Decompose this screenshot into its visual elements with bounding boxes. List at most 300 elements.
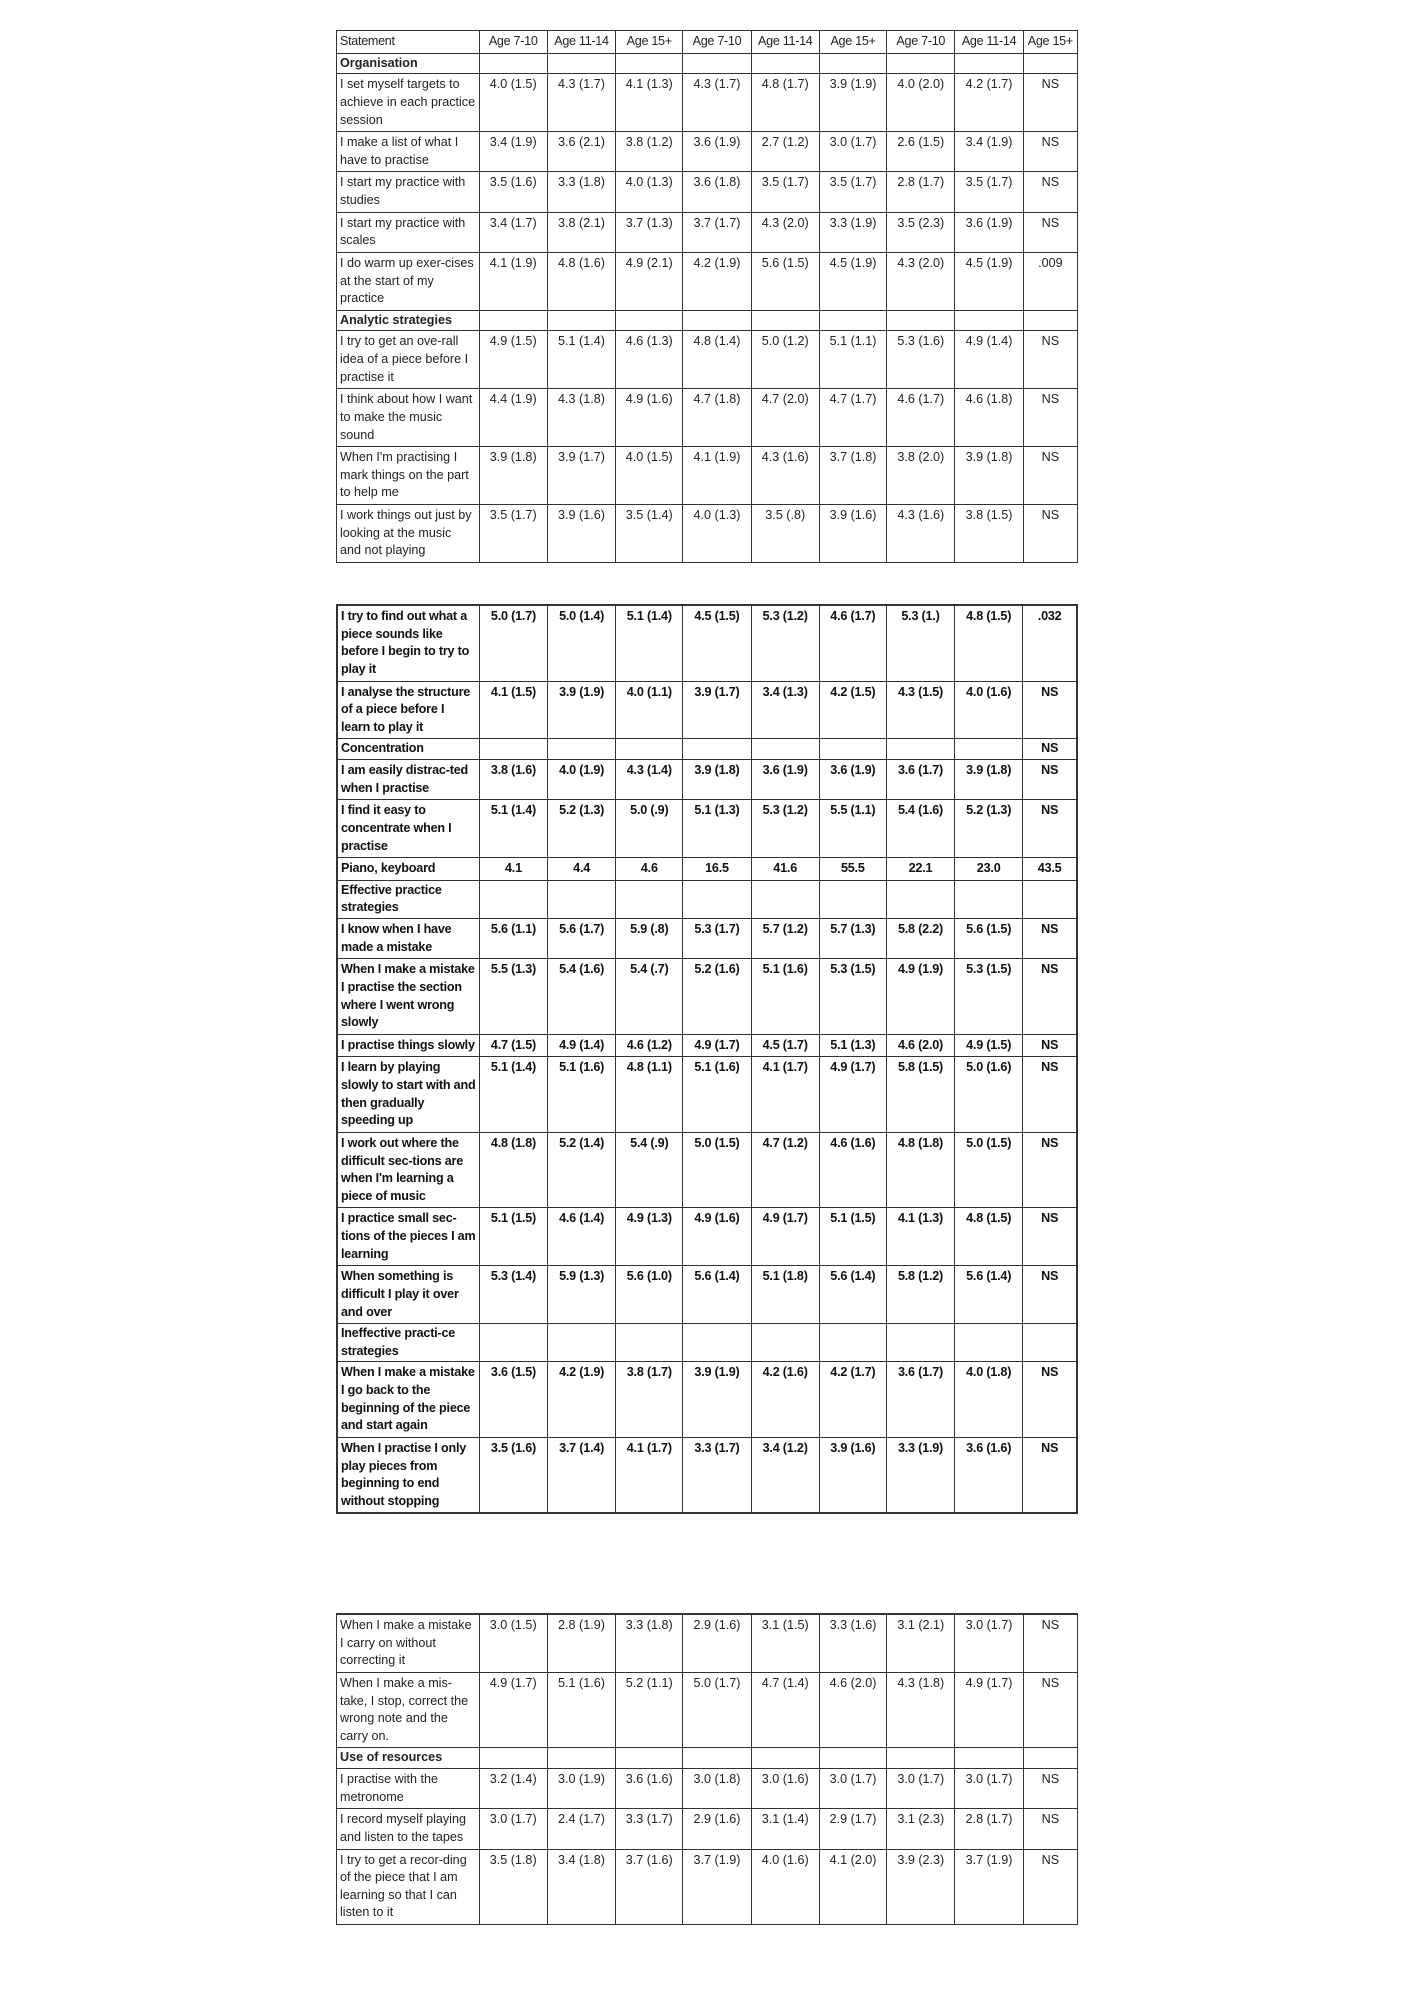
section-title: Concentration [337,739,479,760]
mean-sd-cell: 3.8 (1.5) [955,505,1023,563]
empty-cell [548,880,616,918]
significance-cell: NS [1023,172,1077,212]
mean-sd-cell: 5.0 (1.4) [548,605,616,681]
mean-sd-cell: 3.1 (1.4) [751,1809,819,1849]
mean-sd-cell: 5.8 (2.2) [886,919,954,959]
section-title: Analytic strategies [337,310,480,331]
age-group-header: Age 7-10 [683,31,751,54]
mean-sd-cell: 4.3 (1.6) [887,505,955,563]
empty-cell [479,1748,547,1769]
empty-cell [819,739,886,760]
mean-sd-cell: 3.4 (1.9) [955,132,1023,172]
mean-sd-cell: 5.9 (1.3) [548,1266,616,1324]
mean-sd-cell: 3.6 (1.7) [886,760,954,800]
mean-sd-cell: 3.5 (.8) [751,505,819,563]
mean-sd-cell: 4.8 (1.1) [616,1057,683,1133]
mean-sd-cell: 4.9 (1.7) [819,1057,886,1133]
significance-cell: NS [1023,1266,1077,1324]
statement-cell: I start my practice with scales [337,212,480,252]
mean-sd-cell: 4.0 (1.9) [548,760,616,800]
empty-cell [886,739,954,760]
empty-cell [819,1324,886,1362]
mean-sd-cell: 4.0 (1.3) [683,505,751,563]
mean-sd-cell: 4.5 (1.9) [955,252,1023,310]
mean-sd-cell: 5.5 (1.1) [819,800,886,858]
mean-sd-cell: 3.6 (1.6) [955,1437,1023,1513]
statement-cell: I analyse the structure of a piece before I learn to play it [337,681,479,739]
mean-sd-cell: 2.8 (1.7) [887,172,955,212]
mean-sd-cell: 2.9 (1.6) [683,1614,751,1672]
mean-sd-cell: 5.1 (1.4) [479,1057,547,1133]
mean-sd-cell: 3.7 (1.4) [548,1437,616,1513]
mean-sd-cell: 4.0 (1.5) [479,74,547,132]
empty-cell [887,53,955,74]
mean-sd-cell: 5.2 (1.3) [548,800,616,858]
table-row [337,1809,1078,1849]
significance-cell: NS [1023,1437,1077,1513]
mean-sd-cell: 4.9 (2.1) [616,252,683,310]
mean-sd-cell: 3.7 (1.8) [819,447,886,505]
mean-sd-cell: 3.9 (1.9) [819,74,886,132]
mean-sd-cell: 4.2 (1.5) [819,681,886,739]
statement-cell: I try to get an ove-rall idea of a piece before I practise it [337,331,480,389]
mean-sd-cell: 5.2 (1.4) [548,1132,616,1208]
mean-sd-cell: 3.5 (1.4) [616,505,683,563]
section-title: Ineffective practi-ce strategies [337,1324,479,1362]
table-row [337,1266,1077,1324]
empty-cell [479,310,547,331]
mean-sd-cell: 3.4 (1.9) [479,132,547,172]
mean-sd-cell: 5.1 (1.5) [479,1208,547,1266]
mean-sd-cell: 3.0 (1.7) [955,1614,1023,1672]
mean-sd-cell: 3.3 (1.7) [616,1809,683,1849]
mean-sd-cell: 4.9 (1.5) [955,1034,1023,1057]
empty-cell [955,1324,1023,1362]
mean-sd-cell: 5.3 (1.4) [479,1266,547,1324]
mean-sd-cell: 5.1 (1.6) [547,1672,615,1748]
mean-sd-cell: 3.7 (1.9) [683,1849,751,1925]
mean-sd-cell: 3.5 (1.6) [479,172,547,212]
practice-table-part-1 [336,30,1078,563]
empty-cell [886,1324,954,1362]
statement-cell: I do warm up exer-cises at the start of my practice [337,252,480,310]
mean-sd-cell: 5.4 (.7) [616,959,683,1035]
mean-sd-cell: 4.8 (1.5) [955,605,1023,681]
mean-sd-cell: 5.0 (1.6) [955,1057,1023,1133]
mean-sd-cell: 4.7 (1.2) [751,1132,819,1208]
significance-cell: NS [1023,739,1077,760]
empty-cell [1023,880,1077,918]
empty-cell [955,53,1023,74]
table-row [337,1034,1077,1057]
mean-sd-cell: 4.1 (2.0) [819,1849,886,1925]
mean-sd-cell: 4.6 [616,858,683,881]
mean-sd-cell: 5.6 (1.4) [683,1266,751,1324]
age-group-header: Age 15+ [1023,31,1077,54]
mean-sd-cell: 3.6 (1.6) [616,1769,683,1809]
mean-sd-cell: 16.5 [683,858,751,881]
mean-sd-cell: 5.1 (1.3) [819,1034,886,1057]
statement-cell: I make a list of what I have to practise [337,132,480,172]
mean-sd-cell: 4.2 (1.7) [819,1362,886,1438]
significance-cell: NS [1023,212,1077,252]
statement-cell: I practise with the metronome [337,1769,480,1809]
mean-sd-cell: 4.8 (1.8) [479,1132,547,1208]
empty-cell [819,310,886,331]
table-row [337,212,1078,252]
mean-sd-cell: 4.7 (2.0) [751,389,819,447]
mean-sd-cell: 5.2 (1.1) [616,1672,683,1748]
mean-sd-cell: 5.3 (1.5) [819,959,886,1035]
mean-sd-cell: 5.1 (1.6) [683,1057,751,1133]
mean-sd-cell: 3.1 (2.3) [887,1809,955,1849]
empty-cell [547,53,615,74]
empty-cell [616,53,683,74]
significance-cell: NS [1023,132,1077,172]
mean-sd-cell: 4.9 (1.6) [616,389,683,447]
mean-sd-cell: 3.0 (1.7) [819,132,886,172]
empty-cell [1023,53,1077,74]
mean-sd-cell: 3.5 (1.6) [479,1437,547,1513]
empty-cell [548,739,616,760]
mean-sd-cell: 4.3 (1.8) [887,1672,955,1748]
mean-sd-cell: 3.9 (1.9) [548,681,616,739]
empty-cell [1023,310,1077,331]
significance-cell: 43.5 [1023,858,1077,881]
mean-sd-cell: 4.8 (1.4) [683,331,751,389]
empty-cell [751,880,819,918]
empty-cell [955,1748,1023,1769]
mean-sd-cell: 4.1 (1.5) [479,681,547,739]
statement-cell: I start my practice with studies [337,172,480,212]
practice-table-part-2 [336,604,1078,1514]
mean-sd-cell: 3.6 (2.1) [547,132,615,172]
mean-sd-cell: 3.0 (1.5) [479,1614,547,1672]
mean-sd-cell: 5.2 (1.6) [683,959,751,1035]
empty-cell [547,310,615,331]
mean-sd-cell: 4.1 (1.3) [886,1208,954,1266]
mean-sd-cell: 3.3 (1.9) [819,212,886,252]
mean-sd-cell: 4.9 (1.5) [479,331,547,389]
mean-sd-cell: 5.1 (1.8) [751,1266,819,1324]
empty-cell [616,1324,683,1362]
mean-sd-cell: 4.2 (1.7) [955,74,1023,132]
mean-sd-cell: 4.7 (1.4) [751,1672,819,1748]
mean-sd-cell: 3.9 (1.8) [955,447,1023,505]
significance-cell: NS [1023,1362,1077,1438]
mean-sd-cell: 5.5 (1.3) [479,959,547,1035]
mean-sd-cell: 4.4 [548,858,616,881]
table-row [337,172,1078,212]
mean-sd-cell: 22.1 [886,858,954,881]
empty-cell [683,310,751,331]
significance-cell: NS [1023,389,1077,447]
mean-sd-cell: 3.7 (1.9) [955,1849,1023,1925]
statement-cell: I know when I have made a mistake [337,919,479,959]
mean-sd-cell: 4.1 (1.7) [751,1057,819,1133]
mean-sd-cell: 3.3 (1.9) [886,1437,954,1513]
empty-cell [616,310,683,331]
mean-sd-cell: 4.3 (2.0) [887,252,955,310]
mean-sd-cell: 4.0 (1.8) [955,1362,1023,1438]
mean-sd-cell: 5.1 (1.4) [547,331,615,389]
statement-cell: When I'm practising I mark things on the part to help me [337,447,480,505]
mean-sd-cell: 5.0 (1.7) [479,605,547,681]
empty-cell [955,739,1023,760]
statement-cell: When I make a mistake I practise the section where I went wrong slowly [337,959,479,1035]
mean-sd-cell: 3.6 (1.7) [886,1362,954,1438]
table-row [337,252,1078,310]
mean-sd-cell: 3.3 (1.8) [547,172,615,212]
mean-sd-cell: 3.8 (1.7) [616,1362,683,1438]
mean-sd-cell: 3.5 (1.7) [955,172,1023,212]
significance-cell: .009 [1023,252,1077,310]
statement-cell: I am easily distrac-ted when I practise [337,760,479,800]
age-group-header: Age 7-10 [887,31,955,54]
mean-sd-cell: 4.0 (1.5) [616,447,683,505]
mean-sd-cell: 5.8 (1.2) [886,1266,954,1324]
mean-sd-cell: 4.6 (1.6) [819,1132,886,1208]
mean-sd-cell: 4.9 (1.7) [683,1034,751,1057]
empty-cell [616,880,683,918]
mean-sd-cell: 4.7 (1.7) [819,389,886,447]
mean-sd-cell: 5.7 (1.3) [819,919,886,959]
mean-sd-cell: 5.0 (.9) [616,800,683,858]
mean-sd-cell: 3.3 (1.8) [616,1614,683,1672]
mean-sd-cell: 3.0 (1.7) [819,1769,886,1809]
mean-sd-cell: 5.4 (.9) [616,1132,683,1208]
statement-cell: I work out where the difficult sec-tions are when I'm learning a piece of music [337,1132,479,1208]
mean-sd-cell: 3.9 (1.8) [955,760,1023,800]
mean-sd-cell: 3.0 (1.7) [887,1769,955,1809]
mean-sd-cell: 5.1 (1.6) [751,959,819,1035]
header-row [337,31,1078,54]
mean-sd-cell: 5.1 (1.3) [683,800,751,858]
mean-sd-cell: 3.3 (1.6) [819,1614,886,1672]
mean-sd-cell: 4.0 (2.0) [887,74,955,132]
empty-cell [819,880,886,918]
empty-cell [479,739,547,760]
mean-sd-cell: 3.9 (1.7) [547,447,615,505]
mean-sd-cell: 4.0 (1.6) [955,681,1023,739]
mean-sd-cell: 5.0 (1.7) [683,1672,751,1748]
significance-cell: NS [1023,1769,1077,1809]
mean-sd-cell: 4.9 (1.9) [886,959,954,1035]
mean-sd-cell: 3.6 (1.8) [683,172,751,212]
significance-cell: NS [1023,1809,1077,1849]
significance-cell: NS [1023,505,1077,563]
section-title: Organisation [337,53,480,74]
mean-sd-cell: 2.9 (1.6) [683,1809,751,1849]
mean-sd-cell: 4.6 (1.7) [887,389,955,447]
mean-sd-cell: 5.2 (1.3) [955,800,1023,858]
mean-sd-cell: 3.0 (1.9) [547,1769,615,1809]
statement-cell: I think about how I want to make the music sound [337,389,480,447]
statement-cell: I try to get a recor-ding of the piece that I am learning so that I can listen to it [337,1849,480,1925]
mean-sd-cell: 3.0 (1.7) [955,1769,1023,1809]
mean-sd-cell: 4.1 [479,858,547,881]
empty-cell [683,1324,751,1362]
mean-sd-cell: 4.3 (1.7) [547,74,615,132]
mean-sd-cell: 4.8 (1.5) [955,1208,1023,1266]
statement-cell: When I make a mistake I carry on without correcting it [337,1614,480,1672]
empty-cell [887,310,955,331]
mean-sd-cell: 3.4 (1.3) [751,681,819,739]
mean-sd-cell: 2.8 (1.9) [547,1614,615,1672]
section-row [337,1324,1077,1362]
mean-sd-cell: 5.0 (1.2) [751,331,819,389]
mean-sd-cell: 4.5 (1.7) [751,1034,819,1057]
table-row [337,1132,1077,1208]
mean-sd-cell: 5.0 (1.5) [683,1132,751,1208]
mean-sd-cell: 3.0 (1.8) [683,1769,751,1809]
empty-cell [819,1748,886,1769]
statement-cell: When something is difficult I play it over and over [337,1266,479,1324]
significance-cell: NS [1023,1849,1077,1925]
statement-cell: I work things out just by looking at the music and not playing [337,505,480,563]
mean-sd-cell: 3.5 (1.7) [751,172,819,212]
mean-sd-cell: 4.7 (1.8) [683,389,751,447]
mean-sd-cell: 4.8 (1.6) [547,252,615,310]
significance-cell: NS [1023,1132,1077,1208]
mean-sd-cell: 3.2 (1.4) [479,1769,547,1809]
statement-header: Statement [337,31,480,54]
empty-cell [479,53,547,74]
table-row [337,74,1078,132]
mean-sd-cell: 4.9 (1.4) [548,1034,616,1057]
mean-sd-cell: 5.3 (1.6) [887,331,955,389]
empty-cell [819,53,886,74]
statement-cell: I set myself targets to achieve in each practice session [337,74,480,132]
significance-cell: NS [1023,74,1077,132]
mean-sd-cell: 5.1 (1.5) [819,1208,886,1266]
significance-cell: NS [1023,1672,1077,1748]
mean-sd-cell: 3.9 (1.7) [683,681,751,739]
section-row [337,53,1078,74]
empty-cell [616,739,683,760]
table-row [337,1672,1078,1748]
empty-cell [751,739,819,760]
mean-sd-cell: 3.4 (1.2) [751,1437,819,1513]
age-group-header: Age 11-14 [751,31,819,54]
mean-sd-cell: 3.9 (1.6) [819,1437,886,1513]
mean-sd-cell: 4.3 (1.4) [616,760,683,800]
table-row [337,919,1077,959]
table-row [337,605,1077,681]
table-row [337,959,1077,1035]
empty-cell [683,739,751,760]
table-row [337,858,1077,881]
mean-sd-cell: 4.9 (1.7) [955,1672,1023,1748]
mean-sd-cell: 5.4 (1.6) [548,959,616,1035]
empty-cell [479,1324,547,1362]
mean-sd-cell: 2.4 (1.7) [547,1809,615,1849]
table-row [337,1769,1078,1809]
mean-sd-cell: 4.0 (1.1) [616,681,683,739]
mean-sd-cell: 5.1 (1.1) [819,331,886,389]
empty-cell [547,1748,615,1769]
significance-cell: NS [1023,1208,1077,1266]
table-row [337,1614,1078,1672]
table-row [337,800,1077,858]
mean-sd-cell: 5.9 (.8) [616,919,683,959]
mean-sd-cell: 4.3 (1.5) [886,681,954,739]
section-row [337,1748,1078,1769]
significance-cell: NS [1023,919,1077,959]
mean-sd-cell: 4.6 (1.4) [548,1208,616,1266]
age-group-header: Age 11-14 [547,31,615,54]
empty-cell [1023,1748,1077,1769]
significance-cell: .032 [1023,605,1077,681]
mean-sd-cell: 3.6 (1.9) [955,212,1023,252]
statement-cell: I record myself playing and listen to the tapes [337,1809,480,1849]
mean-sd-cell: 4.9 (1.3) [616,1208,683,1266]
mean-sd-cell: 5.8 (1.5) [886,1057,954,1133]
mean-sd-cell: 4.9 (1.6) [683,1208,751,1266]
mean-sd-cell: 3.8 (1.6) [479,760,547,800]
mean-sd-cell: 2.9 (1.7) [819,1809,886,1849]
mean-sd-cell: 4.2 (1.6) [751,1362,819,1438]
mean-sd-cell: 5.6 (1.4) [955,1266,1023,1324]
statement-cell: Piano, keyboard [337,858,479,881]
section-row [337,310,1078,331]
section-row [337,880,1077,918]
mean-sd-cell: 3.6 (1.5) [479,1362,547,1438]
mean-sd-cell: 4.2 (1.9) [548,1362,616,1438]
empty-cell [751,310,819,331]
empty-cell [955,310,1023,331]
mean-sd-cell: 5.6 (1.5) [751,252,819,310]
mean-sd-cell: 3.0 (1.7) [479,1809,547,1849]
significance-cell: NS [1023,447,1077,505]
significance-cell: NS [1023,681,1077,739]
table-row [337,1437,1077,1513]
significance-cell: NS [1023,959,1077,1035]
mean-sd-cell: 3.5 (2.3) [887,212,955,252]
mean-sd-cell: 5.1 (1.6) [548,1057,616,1133]
age-group-header: Age 7-10 [479,31,547,54]
mean-sd-cell: 4.5 (1.9) [819,252,886,310]
table-row [337,760,1077,800]
mean-sd-cell: 5.6 (1.7) [548,919,616,959]
significance-cell: NS [1023,1034,1077,1057]
mean-sd-cell: 3.9 (1.6) [819,505,886,563]
mean-sd-cell: 5.3 (1.7) [683,919,751,959]
statement-cell: I learn by playing slowly to start with and then gradually speeding up [337,1057,479,1133]
mean-sd-cell: 4.0 (1.6) [751,1849,819,1925]
mean-sd-cell: 3.5 (1.8) [479,1849,547,1925]
table-row [337,1057,1077,1133]
mean-sd-cell: 4.1 (1.7) [616,1437,683,1513]
statement-cell: When I make a mis-take, I stop, correct the wrong note and the carry on. [337,1672,480,1748]
mean-sd-cell: 4.9 (1.7) [479,1672,547,1748]
empty-cell [683,1748,751,1769]
mean-sd-cell: 5.3 (1.2) [751,605,819,681]
table-row [337,681,1077,739]
mean-sd-cell: 4.6 (1.2) [616,1034,683,1057]
empty-cell [955,880,1023,918]
empty-cell [751,1748,819,1769]
mean-sd-cell: 2.7 (1.2) [751,132,819,172]
significance-cell: NS [1023,1614,1077,1672]
mean-sd-cell: 3.9 (2.3) [887,1849,955,1925]
table-row [337,1208,1077,1266]
mean-sd-cell: 5.6 (1.4) [819,1266,886,1324]
mean-sd-cell: 4.0 (1.3) [616,172,683,212]
empty-cell [751,1324,819,1362]
mean-sd-cell: 4.8 (1.8) [886,1132,954,1208]
mean-sd-cell: 3.3 (1.7) [683,1437,751,1513]
